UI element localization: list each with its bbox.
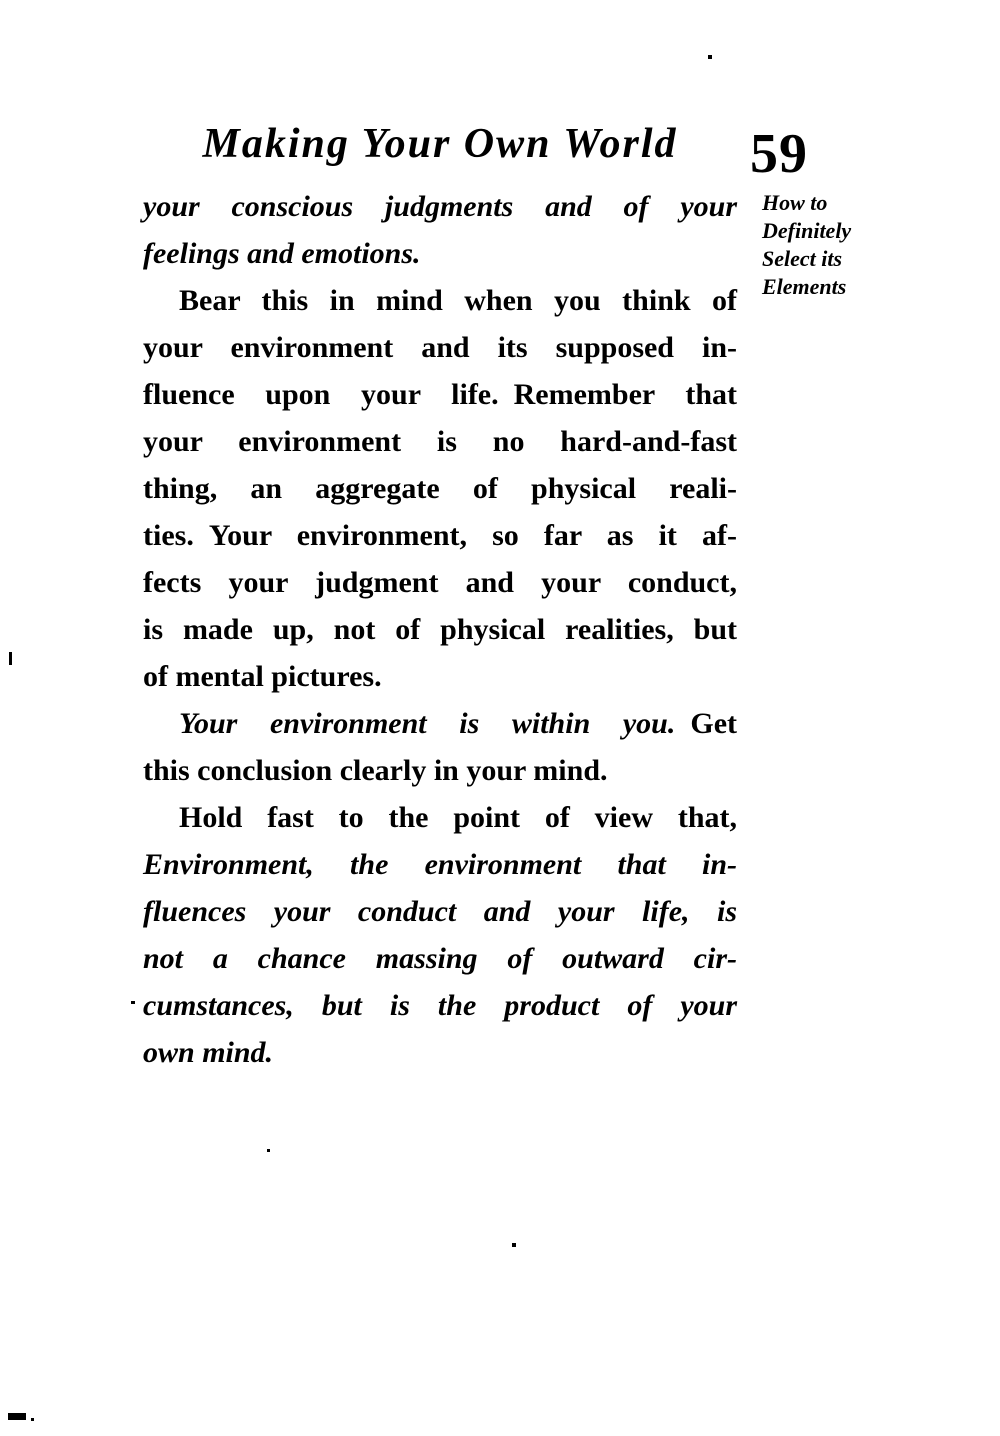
body-segment-italic: Environment, the environment that in-: [143, 848, 737, 881]
body-line: [143, 183, 737, 230]
body-line: [143, 935, 737, 982]
scan-speck: [267, 1149, 270, 1152]
margin-note-line: Elements: [762, 274, 847, 299]
body-line: [143, 418, 737, 465]
body-segment-italic: feelings and emotions.: [143, 237, 421, 270]
body-line: [143, 700, 737, 747]
scan-speck: [131, 1001, 135, 1004]
body-segment-italic: Your environment is within you.: [179, 707, 676, 740]
scan-speck: [512, 1243, 516, 1247]
body-segment: Get: [675, 707, 737, 740]
body-line: [143, 794, 737, 841]
body-segment: fluence upon your life. Remember that: [143, 378, 737, 411]
body-line: [143, 747, 737, 794]
body-line: [143, 512, 737, 559]
body-segment: fects your judgment and your conduct,: [143, 566, 737, 599]
body-line: [143, 606, 737, 653]
margin-note-line: Select its: [762, 246, 843, 271]
body-line: [143, 371, 737, 418]
body-segment: Hold fast to the point of view that,: [179, 801, 737, 834]
body-segment-italic: own mind.: [143, 1036, 274, 1069]
scan-speck: [708, 55, 712, 59]
page-number: 59: [750, 123, 808, 185]
body-segment: thing, an aggregate of physical reali-: [143, 472, 737, 505]
body-line: [143, 1029, 737, 1076]
margin-note-line: How to: [762, 190, 828, 215]
body-segment-italic: cumstances, but is the product of your: [143, 989, 737, 1022]
body-line: [143, 559, 737, 606]
body-line: [143, 888, 737, 935]
body-line: [143, 653, 737, 700]
body-segment: this conclusion clearly in your mind.: [143, 754, 608, 787]
body-segment: your environment is no hard-and-fast: [143, 425, 737, 458]
body-line: [143, 277, 737, 324]
body-line: [143, 465, 737, 512]
scan-speck: [31, 1418, 34, 1421]
scan-speck: [8, 1413, 26, 1420]
scan-speck: [9, 652, 12, 665]
margin-note-line: Definitely: [762, 218, 852, 243]
body-line: [143, 982, 737, 1029]
body-segment-italic: your conscious judgments and of your: [143, 190, 737, 223]
body-segment: is made up, not of physical realities, but: [143, 613, 737, 646]
body-segment-italic: fluences your conduct and your life, is: [143, 895, 737, 928]
page-title: Making Your Own World: [202, 121, 678, 167]
body-segment: ties. Your environment, so far as it af-: [143, 519, 737, 552]
body-line: [143, 841, 737, 888]
body-line: [143, 324, 737, 371]
body-text: [143, 183, 737, 1076]
body-segment: Bear this in mind when you think of: [179, 284, 737, 317]
margin-note: [762, 189, 902, 301]
body-segment: of mental pictures.: [143, 660, 382, 693]
body-segment-italic: not a chance massing of outward cir-: [143, 942, 737, 975]
body-line: [143, 230, 737, 277]
body-segment: your environment and its supposed in-: [143, 331, 737, 364]
